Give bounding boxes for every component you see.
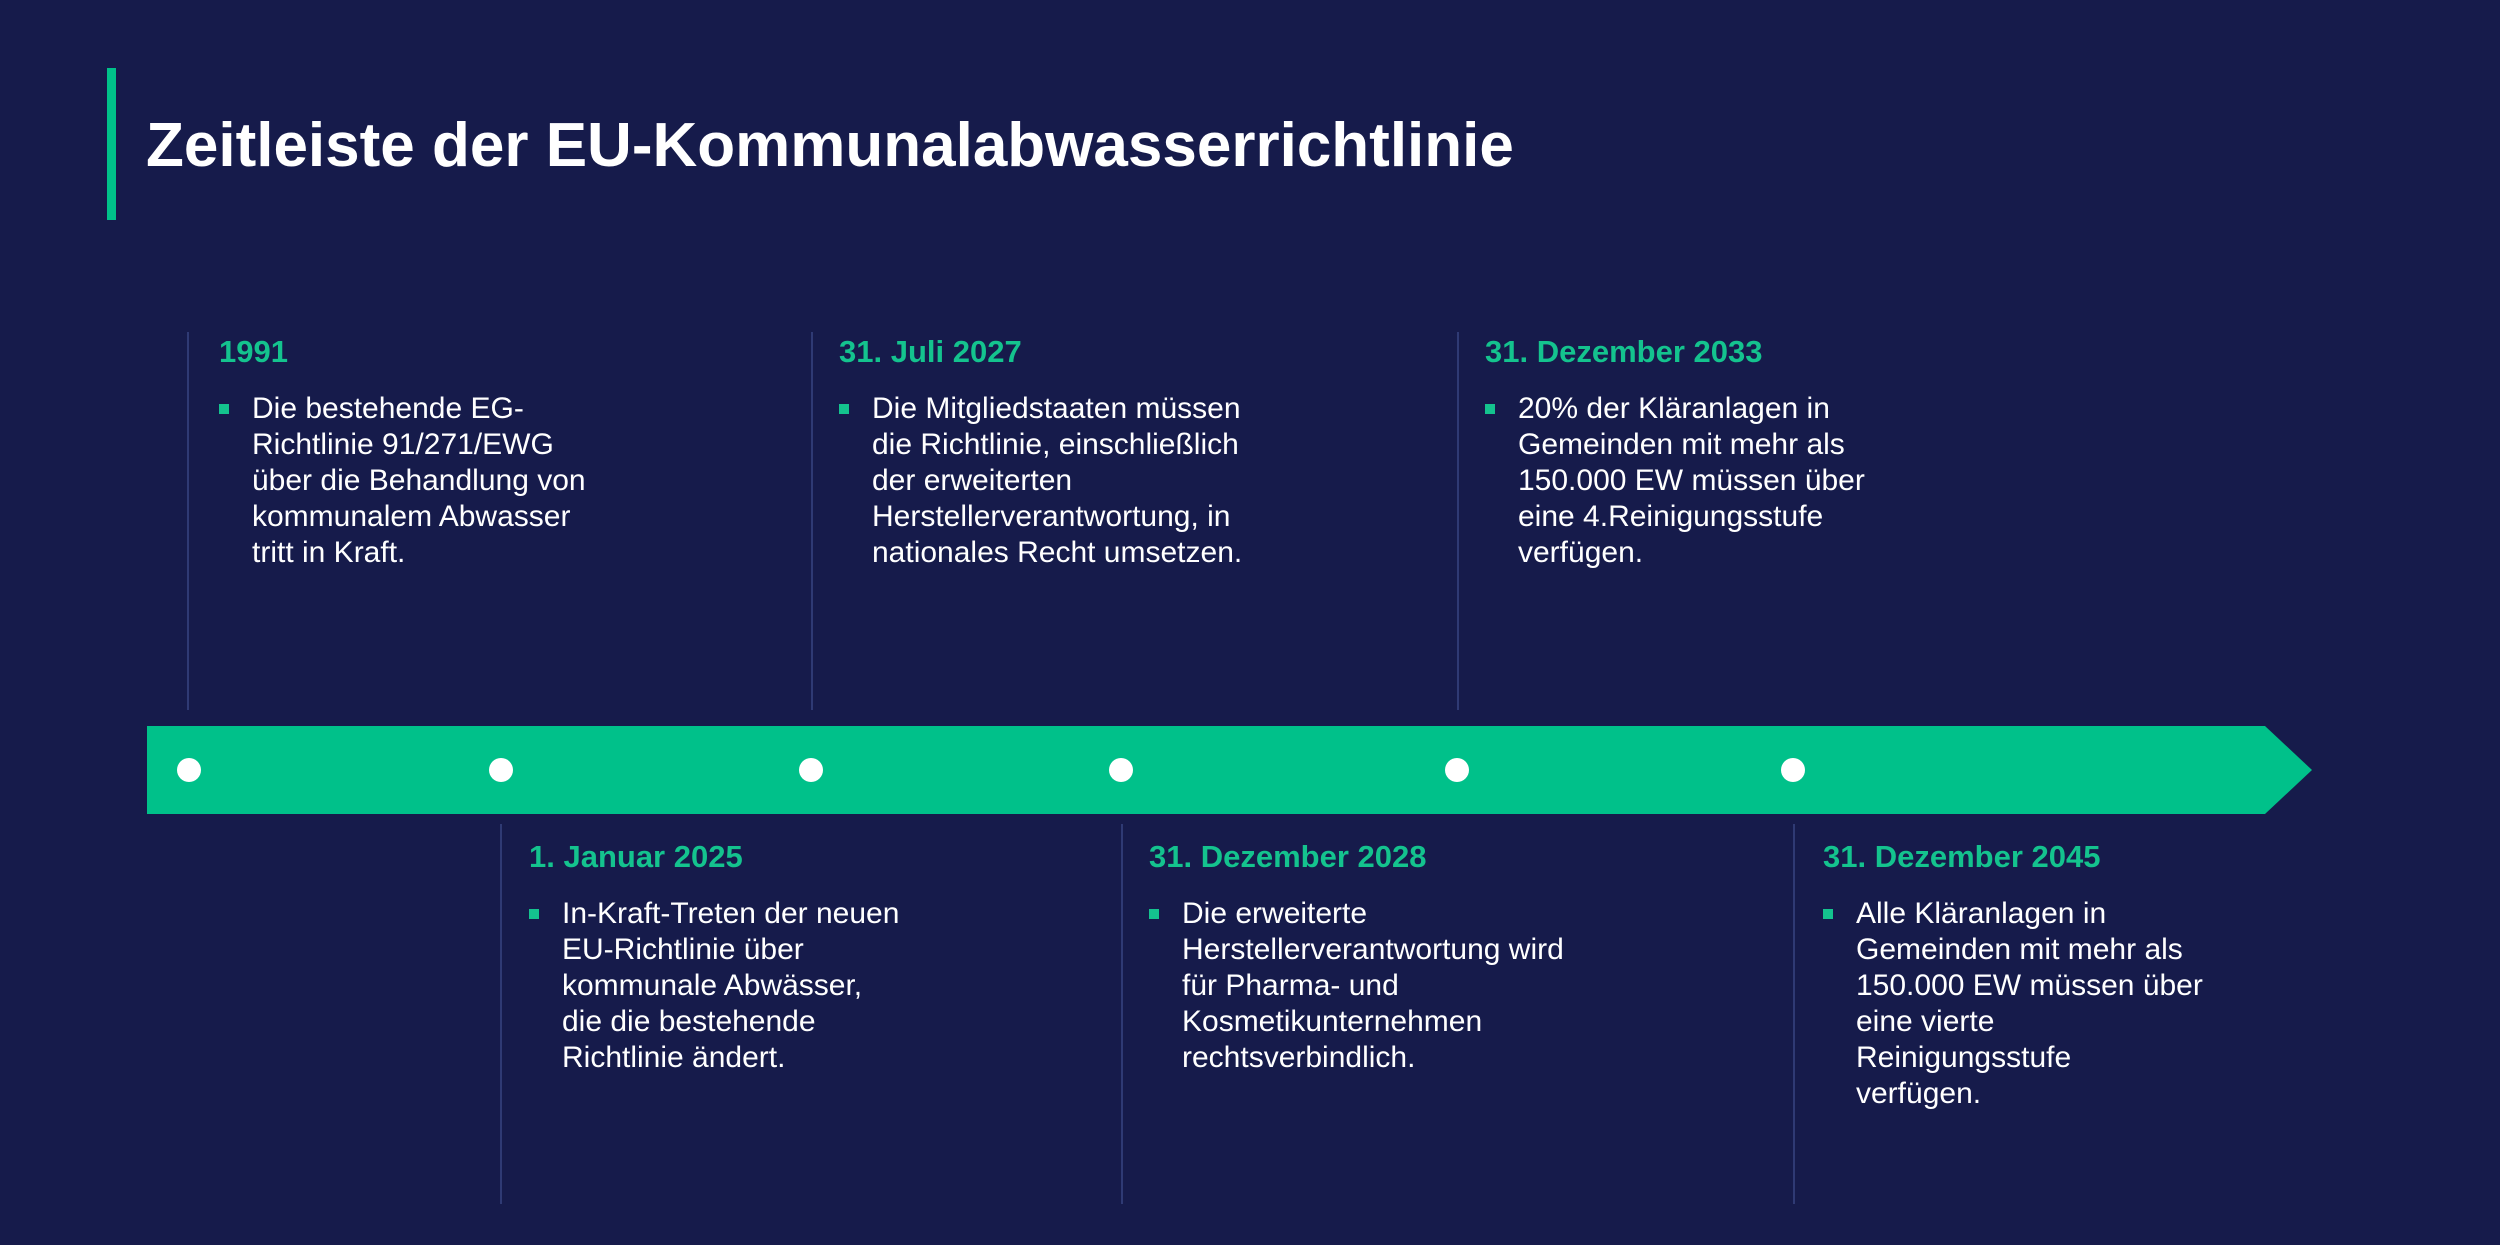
event-text: In-Kraft-Treten der neuen EU-Richtlinie über kommunale Abwässer, die die bestehende Richtlinie ändert. — [562, 897, 900, 1074]
event-date: 1. Januar 2025 — [529, 839, 743, 874]
event-2045 — [1823, 838, 2203, 1112]
event-description — [839, 391, 1259, 571]
event-2027 — [839, 333, 1259, 571]
bullet-icon — [1485, 404, 1495, 414]
event-description — [219, 391, 599, 571]
event-2028 — [1149, 838, 1569, 1076]
event-2025 — [529, 838, 909, 1076]
bullet-icon — [529, 909, 539, 919]
divider-2028 — [1121, 824, 1123, 1204]
title-accent-bar — [107, 68, 116, 220]
divider-2025 — [500, 824, 502, 1204]
timeline-arrow — [147, 726, 2312, 814]
event-date: 31. Dezember 2028 — [1149, 839, 1427, 874]
timeline-dot-1991 — [177, 758, 201, 782]
event-description — [1149, 896, 1569, 1076]
event-date: 31. Dezember 2045 — [1823, 839, 2101, 874]
bullet-icon — [1823, 909, 1833, 919]
event-text: Alle Kläranlagen in Gemeinden mit mehr als 150.000 EW müssen über eine vierte Reinigungsstufe verfügen. — [1856, 897, 2203, 1110]
event-description — [1485, 391, 1875, 571]
divider-1991 — [187, 332, 189, 710]
event-date: 1991 — [219, 334, 288, 369]
event-text: 20% der Kläranlagen in Gemeinden mit mehr als 150.000 EW müssen über eine 4.Reinigungsstufe verfügen. — [1518, 392, 1865, 569]
page-title: Zeitleiste der EU-Kommunalabwasserrichtlinie — [146, 111, 1514, 180]
event-text: Die bestehende EG-Richtlinie 91/271/EWG über die Behandlung von kommunalem Abwasser tritt in Kraft. — [252, 392, 586, 569]
timeline-dot-2027 — [799, 758, 823, 782]
bullet-icon — [219, 404, 229, 414]
event-date: 31. Juli 2027 — [839, 334, 1022, 369]
event-description — [529, 896, 909, 1076]
timeline-dot-2025 — [489, 758, 513, 782]
event-1991 — [219, 333, 599, 571]
divider-2027 — [811, 332, 813, 710]
bullet-icon — [1149, 909, 1159, 919]
event-text: Die Mitgliedstaaten müssen die Richtlinie, einschließlich der erweiterten Herstellerverantwortung, in nationales Recht umsetzen. — [872, 392, 1243, 569]
bullet-icon — [839, 404, 849, 414]
event-description — [1823, 896, 2203, 1112]
timeline-dot-2028 — [1109, 758, 1133, 782]
divider-2045 — [1793, 824, 1795, 1204]
event-2033 — [1485, 333, 1875, 571]
divider-2033 — [1457, 332, 1459, 710]
timeline-dot-2045 — [1781, 758, 1805, 782]
event-text: Die erweiterte Herstellerverantwortung wird für Pharma- und Kosmetikunternehmen rechtsverbindlich. — [1182, 897, 1564, 1074]
event-date: 31. Dezember 2033 — [1485, 334, 1763, 369]
timeline-dot-2033 — [1445, 758, 1469, 782]
